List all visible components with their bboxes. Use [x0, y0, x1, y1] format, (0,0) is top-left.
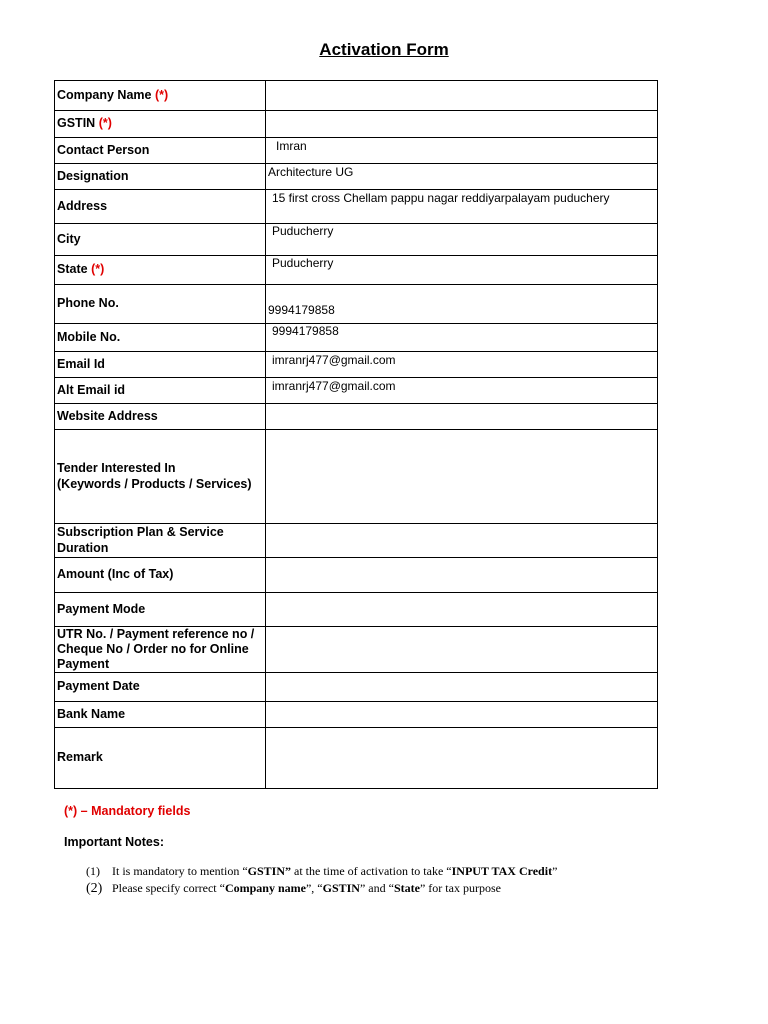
- row-gstin: [55, 111, 658, 138]
- label-payment-mode: Payment Mode: [55, 593, 266, 627]
- note-item-2: (2) Please specify correct “Company name”, “GSTIN” and “State” for tax purpose: [86, 881, 501, 896]
- note-item-1: (1) It is mandatory to mention “GSTIN” at the time of activation to take “INPUT TAX Credit”: [86, 864, 558, 878]
- label-website: Website Address: [55, 404, 266, 430]
- label-subscription-plan: Subscription Plan & Service Duration: [55, 524, 266, 558]
- important-notes-heading: Important Notes:: [64, 835, 164, 849]
- website-field[interactable]: [266, 404, 658, 430]
- label-alt-email: Alt Email id: [55, 378, 266, 404]
- row-state: [55, 256, 658, 285]
- mandatory-fields-note: (*) – Mandatory fields: [64, 804, 191, 818]
- alt-email-field[interactable]: imranrj477@gmail.com: [266, 378, 658, 404]
- subscription-plan-field[interactable]: [266, 524, 658, 558]
- city-field[interactable]: Puducherry: [266, 224, 658, 256]
- label-gstin: GSTIN (*): [55, 111, 266, 138]
- row-bank-name: [55, 702, 658, 728]
- label-phone: Phone No.: [55, 285, 266, 324]
- row-subscription-plan: [55, 524, 658, 558]
- address-field[interactable]: 15 first cross Chellam pappu nagar reddiyarpalayam puduchery: [266, 190, 658, 224]
- row-payment-date: [55, 673, 658, 702]
- label-city: City: [55, 224, 266, 256]
- label-payment-date: Payment Date: [55, 673, 266, 702]
- payment-mode-field[interactable]: [266, 593, 658, 627]
- row-company-name: [55, 81, 658, 111]
- gstin-field[interactable]: [266, 111, 658, 138]
- label-company-name: Company Name (*): [55, 81, 266, 111]
- amount-field[interactable]: [266, 558, 658, 593]
- label-designation: Designation: [55, 164, 266, 190]
- designation-field[interactable]: Architecture UG: [266, 164, 658, 190]
- label-state: State (*): [55, 256, 266, 285]
- required-marker: (*): [91, 262, 105, 277]
- remark-field[interactable]: [266, 728, 658, 789]
- utr-reference-field[interactable]: [266, 627, 658, 673]
- row-mobile: [55, 324, 658, 352]
- label-bank-name: Bank Name: [55, 702, 266, 728]
- phone-field[interactable]: 9994179858: [266, 285, 658, 324]
- row-tender-interest: [55, 430, 658, 524]
- mobile-field[interactable]: 9994179858: [266, 324, 658, 352]
- bank-name-field[interactable]: [266, 702, 658, 728]
- row-website: [55, 404, 658, 430]
- row-utr-reference: [55, 627, 658, 673]
- required-marker: (*): [98, 116, 112, 131]
- label-address: Address: [55, 190, 266, 224]
- row-designation: [55, 164, 658, 190]
- row-email: [55, 352, 658, 378]
- row-address: [55, 190, 658, 224]
- row-city: [55, 224, 658, 256]
- row-payment-mode: [55, 593, 658, 627]
- email-field[interactable]: imranrj477@gmail.com: [266, 352, 658, 378]
- label-utr-reference: UTR No. / Payment reference no / Cheque No / Order no for Online Payment: [55, 627, 266, 673]
- company-name-field[interactable]: [266, 81, 658, 111]
- row-alt-email: [55, 378, 658, 404]
- row-phone: [55, 285, 658, 324]
- label-email: Email Id: [55, 352, 266, 378]
- row-remark: [55, 728, 658, 789]
- label-contact-person: Contact Person: [55, 138, 266, 164]
- required-marker: (*): [154, 87, 169, 102]
- label-amount: Amount (Inc of Tax): [55, 558, 266, 593]
- contact-person-field[interactable]: Imran: [266, 138, 658, 164]
- label-remark: Remark: [55, 728, 266, 789]
- activation-form-table: [54, 80, 658, 789]
- tender-interest-field[interactable]: [266, 430, 658, 524]
- state-field[interactable]: Puducherry: [266, 256, 658, 285]
- payment-date-field[interactable]: [266, 673, 658, 702]
- row-contact-person: [55, 138, 658, 164]
- label-tender-interest: Tender Interested In (Keywords / Products / Services): [55, 430, 266, 524]
- label-mobile: Mobile No.: [55, 324, 266, 352]
- form-title: Activation Form: [319, 40, 449, 59]
- row-amount: [55, 558, 658, 593]
